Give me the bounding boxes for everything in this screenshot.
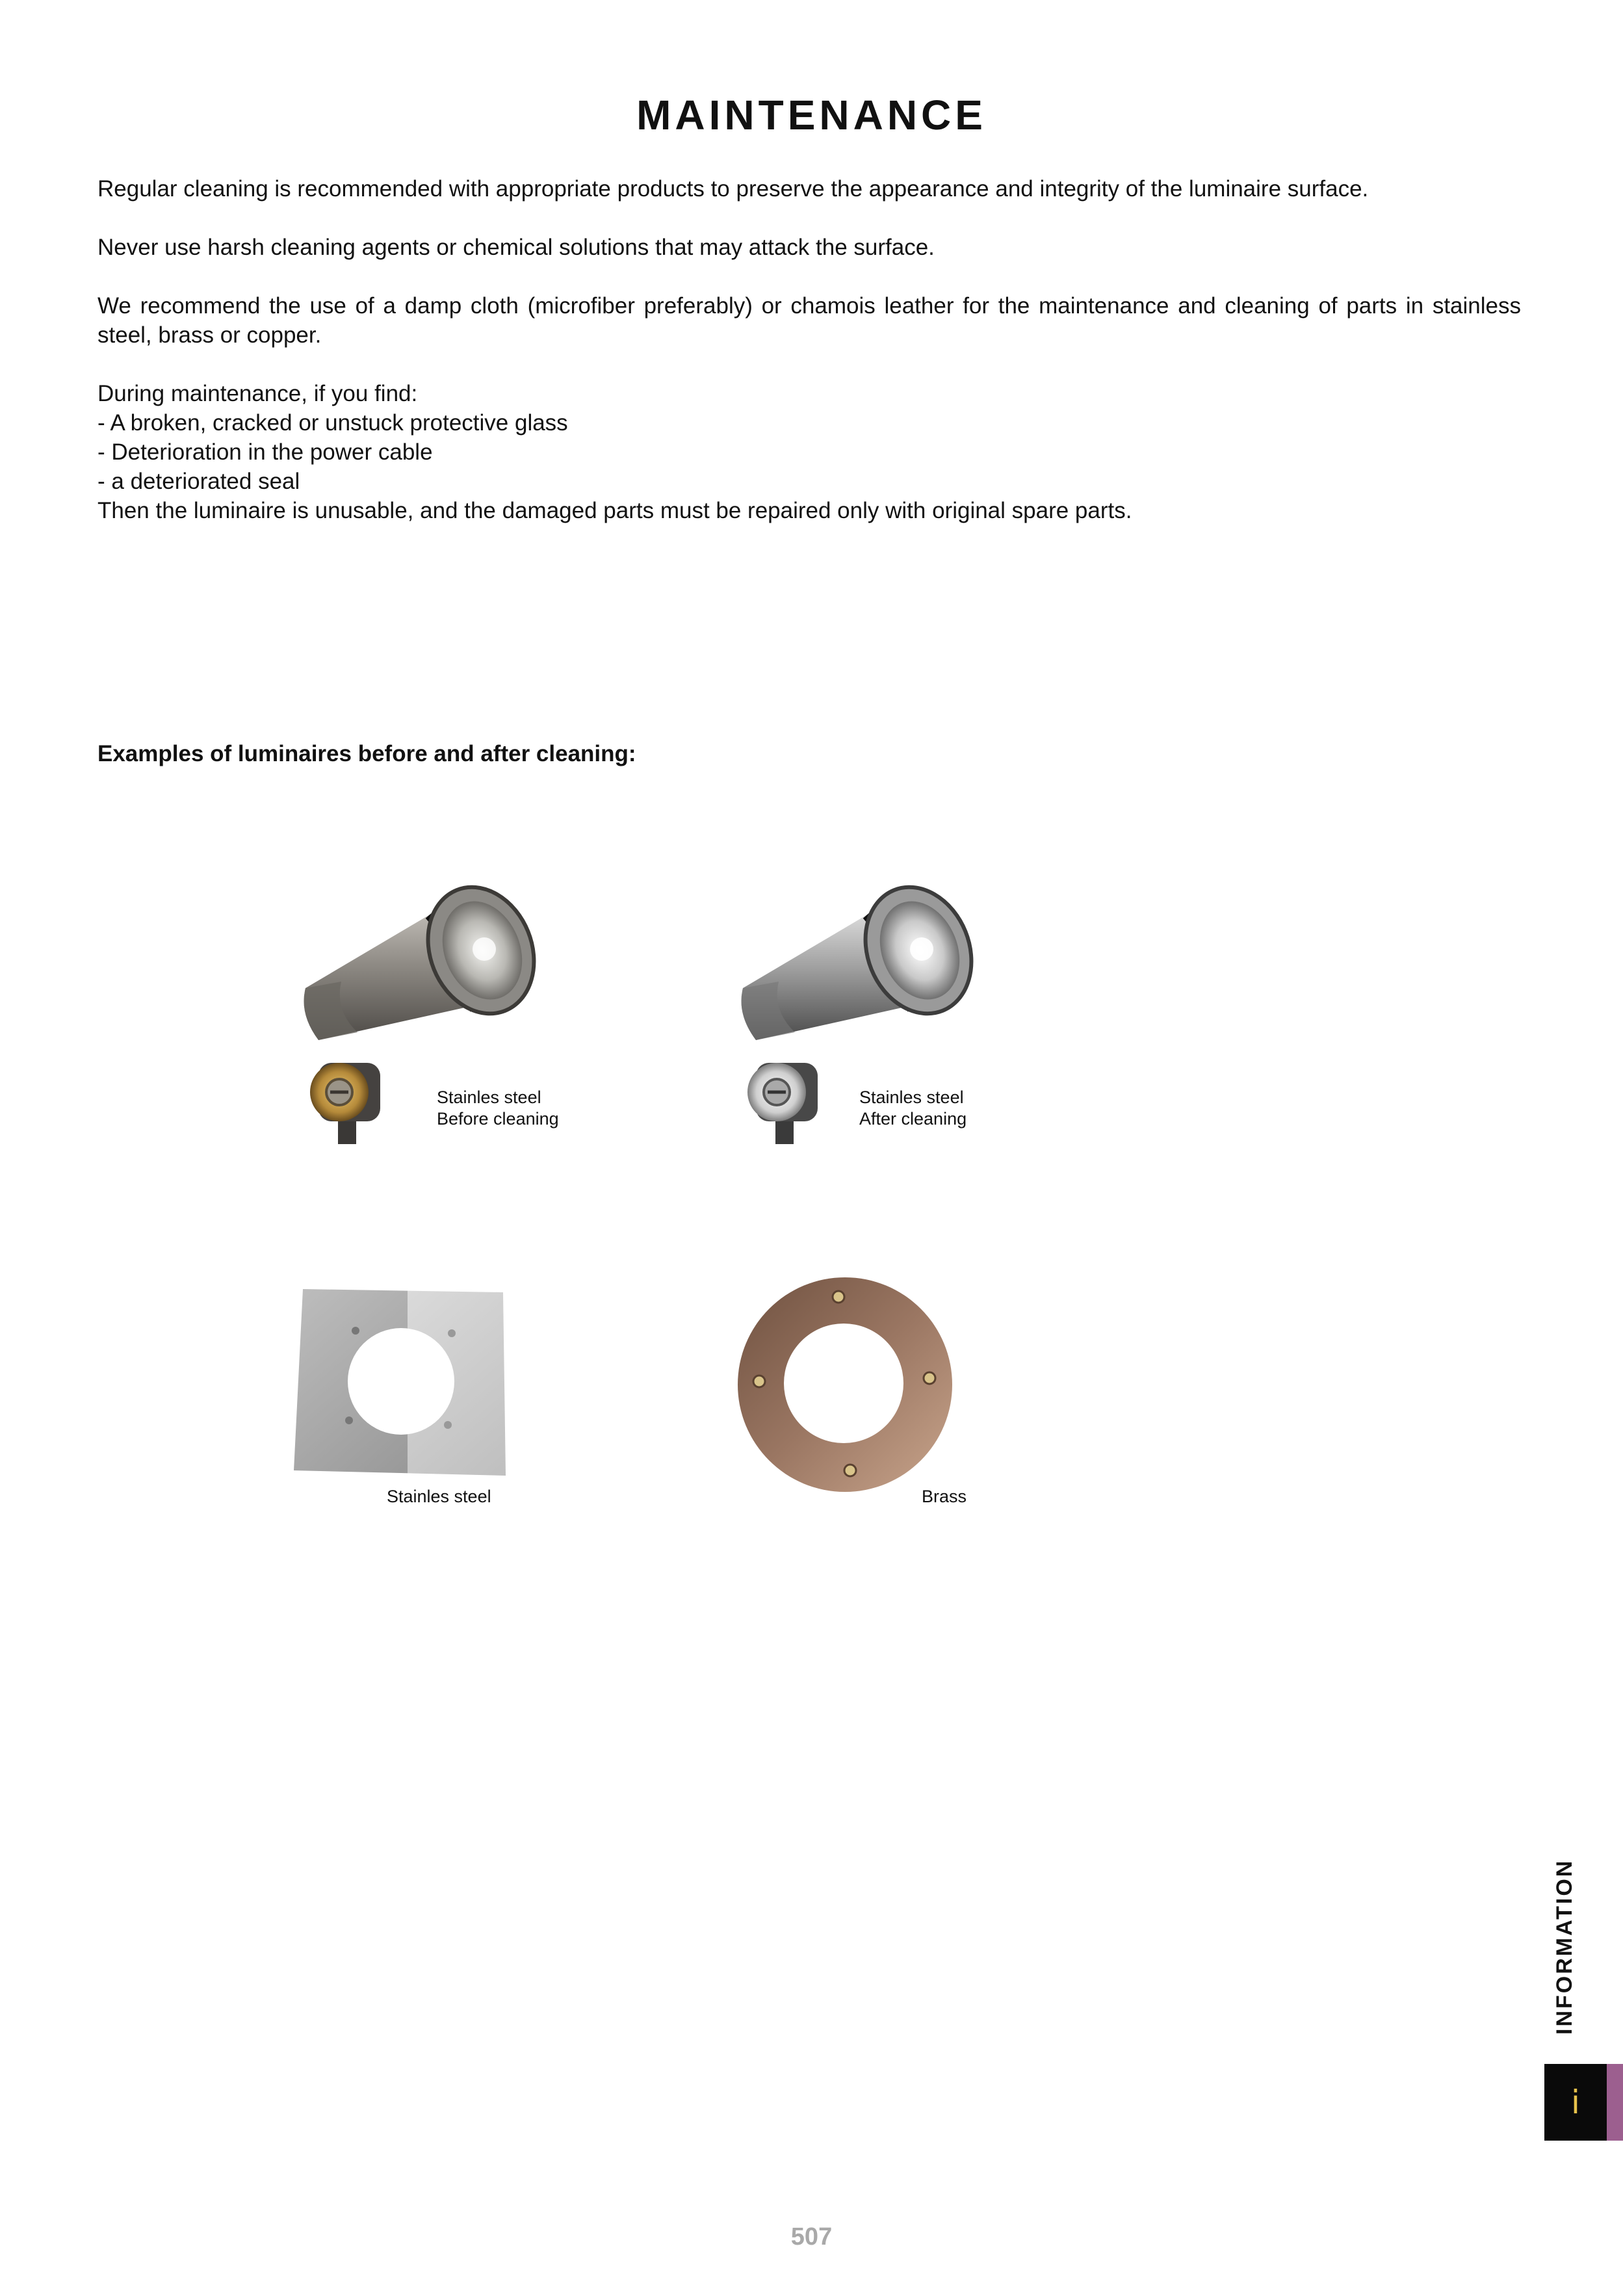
stainless-plate-image: [294, 1287, 508, 1476]
caption-spotlight-after: [859, 1087, 967, 1130]
checklist-item: - A broken, cracked or unstuck protective glass: [97, 410, 568, 436]
caption-state: After cleaning: [859, 1109, 967, 1128]
paragraph-damp-cloth: We recommend the use of a damp cloth (microfiber preferably) or chamois leather for the maintenance and cleaning of parts in stainless steel, brass or copper.: [97, 293, 1521, 348]
section-label: INFORMATION: [1552, 1859, 1577, 2035]
caption-brass-ring: Brass: [922, 1487, 967, 1506]
caption-material: Stainles steel: [437, 1088, 541, 1107]
checklist-conclusion: Then the luminaire is unusable, and the damaged parts must be repaired only with original spare parts.: [97, 498, 1132, 523]
examples-heading: Examples of luminaires before and after cleaning:: [97, 741, 636, 766]
brass-ring-image: [734, 1274, 955, 1495]
page-title: MAINTENANCE: [636, 92, 987, 138]
paragraph-harsh-agents: Never use harsh cleaning agents or chemical solutions that may attack the surface.: [97, 235, 935, 260]
caption-material: Stainles steel: [859, 1088, 964, 1107]
paragraph-regular-cleaning: Regular cleaning is recommended with appropriate products to preserve the appearance and integrity of the luminaire surface.: [97, 176, 1369, 202]
checklist-item: - Deterioration in the power cable: [97, 439, 433, 465]
checklist-item: - a deteriorated seal: [97, 469, 300, 494]
maintenance-checklist: [97, 379, 1521, 525]
checklist-intro: During maintenance, if you find:: [97, 381, 418, 406]
info-icon: i: [1544, 2064, 1607, 2141]
info-color-strip: [1607, 2064, 1623, 2141]
page-number: 507: [790, 2223, 833, 2250]
caption-state: Before cleaning: [437, 1109, 559, 1128]
caption-stainless-plate: Stainles steel: [387, 1487, 491, 1506]
caption-spotlight-before: [437, 1087, 559, 1130]
